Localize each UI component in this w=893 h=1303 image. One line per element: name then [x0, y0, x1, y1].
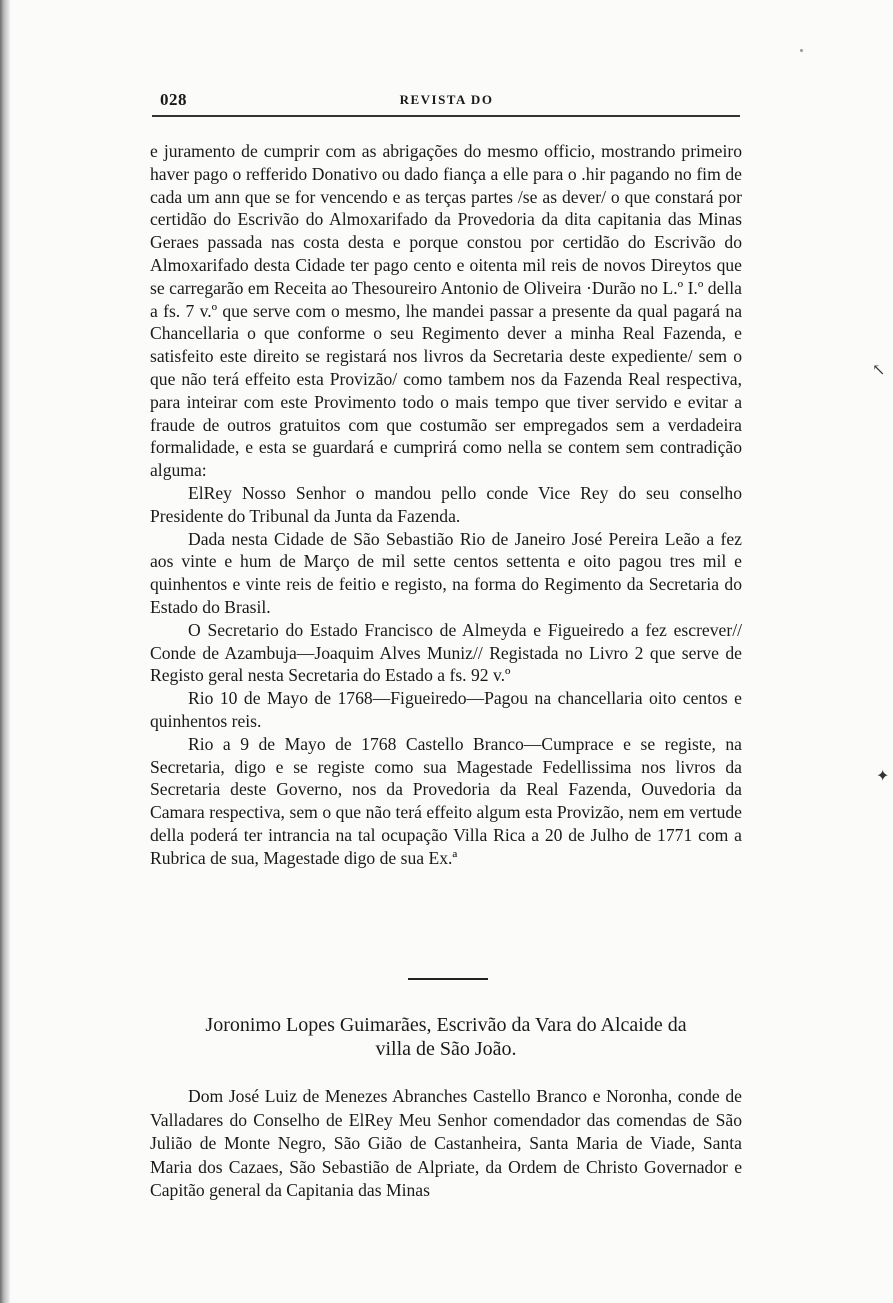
margin-mark: ✦: [876, 768, 890, 785]
section-title-line-2: villa de São João.: [375, 1038, 517, 1060]
paragraph-5: Rio 10 de Mayo de 1768—Figueiredo—Pagou na chancellaria oito centos e quinhentos reis.: [150, 688, 742, 731]
section-body: [150, 1085, 742, 1203]
section-paragraph: Dom José Luiz de Menezes Abranches Castello Branco e Noronha, conde de Valladares do Conselho de ElRey Meu Senhor comendador das comendas de São Julião de Monte Negro, São Gião de Castanheira, Santa Maria de Viade, Santa Maria dos Cazaes, São Sebastião de Alpriate, da Ordem de Christo Governador e Capitão general da Capitania das Minas: [150, 1086, 742, 1200]
header-rule: [152, 115, 740, 117]
paragraph-1: e juramento de cumprir com as abrigações do mesmo officio, mostrando primeiro haver pago o refferido Donativo ou dado fiança a elle para o .hir pagando no fim de cada um ann que se for vencendo e as terças partes /se as dever/ o que constará por certidão do Escrivão do Almoxarifado da Provedoria da dita capitania das Minas Geraes passada nas costa desta e porque constou por certidão do Escrivão do Almoxarifado desta Cidade ter pago cento e oitenta mil reis de novos Direytos que se carregarão em Receita ao Thesoureiro Antonio de Oliveira ·Durão no L.º I.º della a fs. 7 v.º que serve com o mesmo, lhe mandei passar a presente da qual pagará na Chancellaria o que conforme o seu Regimento dever a minha Real Fazenda, e satisfeito este direito se registará nos livros da Secretaria deste expediente/ sem o que não terá effeito esta Provizão/ como tambem nos da Fazenda Real respectiva, para inteirar com este Provimento todo o mais tempo que tiver servido e evitar a fraude de outros gratuitos com que costumão ser empregados sem a verdadeira formalidade, e esta se guardará e cumprirá como nella se contem sem contradição alguma:: [150, 141, 742, 481]
paragraph-2: ElRey Nosso Senhor o mandou pello conde Vice Rey do seu conselho Presidente do Tribunal da Junta da Fazenda.: [150, 482, 742, 526]
paragraph-3: Dada nesta Cidade de São Sebastião Rio de Janeiro José Pereira Leão a fez aos vinte e hum de Março de mil sette centos settenta e oito pagou tres mil e quinhentos e vinte reis de feitio e registo, na forma do Regimento da Secretaria do Estado do Brasil.: [150, 528, 742, 617]
section-title-line-1: Joronimo Lopes Guimarães, Escrivão da Vara do Alcaide da: [205, 1014, 687, 1036]
main-text: [150, 140, 742, 870]
paragraph-4: O Secretario do Estado Francisco de Almeyda e Figueiredo a fez escrever// Conde de Azambuja—Joaquim Alves Muniz// Registada no Livro 2 que serve de Registo geral nesta Secretaria do Estado a fs. 92 v.º: [150, 619, 742, 686]
paragraph-6: Rio a 9 de Mayo de 1768 Castello Branco—Cumprace e se registe, na Secretaria, digo e se registe como sua Magestade Fedellissima nos livros da Secretaria deste Governo, nos da Provedoria da Real Fazenda, Ouvedoria da Camara respectiva, sem o que não terá effeito algum esta Provizão, nem em vertude della poderá ter intrancia na tal ocupação Villa Rica a 20 de Julho de 1771 com a Rubrica de sua, Magestade digo de sua Ex.ª: [150, 733, 742, 868]
running-head: REVISTA DO: [399, 92, 494, 107]
page-number: 028: [160, 90, 187, 109]
section-title: [150, 1013, 742, 1061]
scan-edge-shadow: [0, 0, 10, 1303]
margin-mark: ↖: [872, 362, 886, 379]
section-divider: [408, 978, 488, 980]
ink-speck: [800, 49, 803, 52]
